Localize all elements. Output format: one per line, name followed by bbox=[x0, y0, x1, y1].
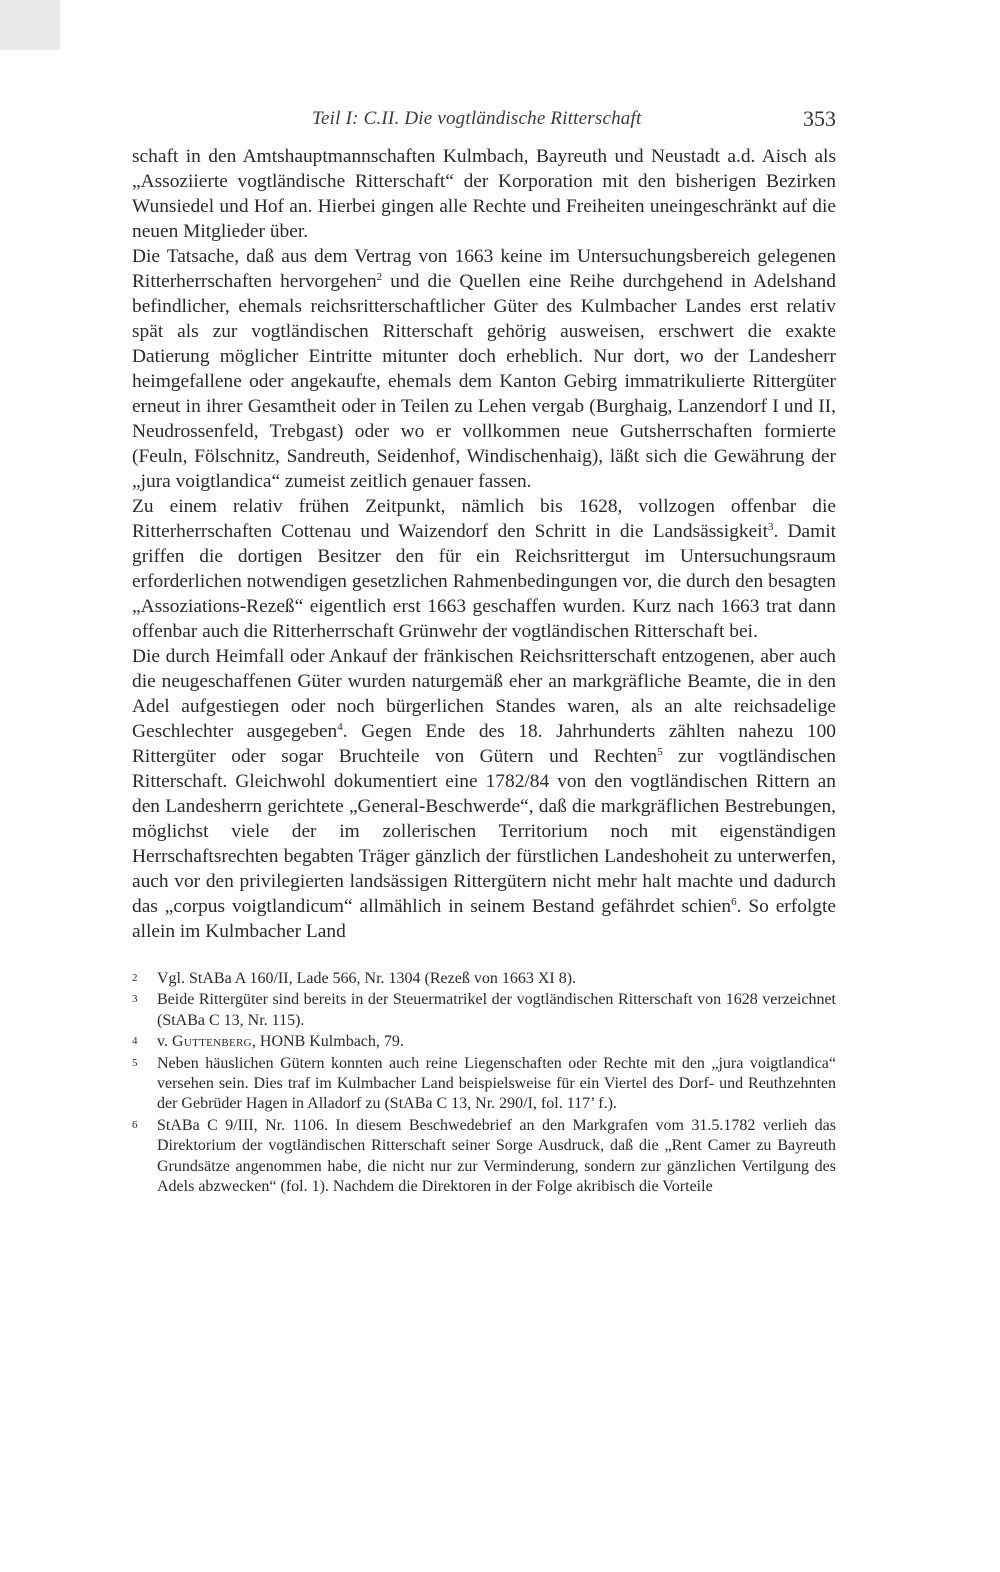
footnote-text bbox=[157, 990, 836, 1031]
text-run: v. bbox=[157, 1033, 172, 1051]
text-run: Neben häuslichen Gütern konnten auch reine Liegenschaften oder Rechte mit den „jura voigtlandica“ versehen sein. Dies traf im Kulmbacher Land beispielsweise für ein Viertel des Dorf- und Reuthzehnten der Gebrüder Hagen in Alladorf zu (StABa C 13, Nr. 290/I, fol. 117’ f.). bbox=[157, 1054, 836, 1113]
body-text bbox=[132, 144, 836, 944]
body-paragraph bbox=[132, 244, 836, 494]
footnote bbox=[132, 969, 836, 989]
footnotes bbox=[132, 969, 836, 1197]
running-header bbox=[132, 100, 836, 144]
scan-edge-shade bbox=[0, 0, 60, 50]
footnote-marker: 4 bbox=[337, 721, 343, 733]
footnote-number: 4 bbox=[132, 1035, 138, 1048]
text-run: Die durch Heimfall oder Ankauf der fränkischen Reichsritterschaft entzogenen, aber auch die neugeschaffenen Güter wurden naturgemäß eher an markgräfliche Beamte, die in den Adel aufgestiegen oder noch bürgerlichen Standes waren, als an alte reichsadelige Geschlechter ausgegeben bbox=[132, 646, 836, 742]
footnote-text bbox=[157, 1032, 836, 1052]
footnote-number: 3 bbox=[132, 993, 138, 1006]
footnote bbox=[132, 990, 836, 1031]
footnote-number: 2 bbox=[132, 972, 138, 984]
footnote-number: 6 bbox=[132, 1118, 138, 1131]
text-run: zur vogtländischen Ritterschaft. Gleichwohl dokumentiert eine 1782/84 von den vogtländischen Rittern an den Landesherrn gerichtete „General-Beschwerde“, daß die markgräflichen Bestrebungen, möglichst viele der im zollerischen Territorium noch mit eigenständigen Herrschaftsrechten begabten Träger gänzlich der fürstlichen Landeshoheit zu unterwerfen, auch vor den privilegierten landsässigen Rittergütern nicht mehr halt machte und dadurch das „corpus voigtlandicum“ allmählich in seinem Bestand gefährdet schien bbox=[132, 746, 836, 917]
body-paragraph bbox=[132, 144, 836, 244]
book-page bbox=[132, 100, 836, 1198]
author-name: Guttenberg bbox=[171, 1033, 252, 1051]
footnote-text bbox=[157, 1116, 836, 1198]
text-run: schaft in den Amtshauptmannschaften Kulmbach, Bayreuth und Neustadt a.d. Aisch als „Assoziierte vogtländische Ritterschaft“ der Korporation mit den bisherigen Bezirken Wunsiedel und Hof an. Hierbei gingen alle Rechte und Freiheiten uneingeschränkt auf die neuen Mitglieder über. bbox=[132, 146, 836, 242]
page-number: 353 bbox=[803, 106, 836, 131]
footnote-marker: 5 bbox=[657, 746, 663, 758]
text-run: . So erfolgte allein im Kulmbacher Land bbox=[132, 896, 836, 942]
footnote bbox=[132, 1116, 836, 1198]
text-run: . Gegen Ende des 18. Jahrhunderts zählten nahezu 100 Rittergüter oder sogar Bruchteile von Gütern und Rechten bbox=[132, 721, 836, 767]
running-title: Teil I: C.II. Die vogtländische Ritterschaft bbox=[312, 108, 642, 129]
body-paragraph bbox=[132, 644, 836, 944]
footnote bbox=[132, 1054, 836, 1115]
footnote-marker: 2 bbox=[376, 271, 383, 283]
footnote-number: 5 bbox=[132, 1056, 138, 1069]
text-run: Beide Rittergüter sind bereits in der Steuermatrikel der vogtländischen Ritterschaft von 1628 verzeichnet (StABa C 13, Nr. 115). bbox=[157, 991, 836, 1029]
text-run: und die Quellen eine Reihe durchgehend in Adelshand befindlicher, ehemals reichsritterschaftlicher Güter des Kulmbacher Landes erst relativ spät als zur vogtländischen Ritterschaft gehörig ausweisen, erschwert die exakte Datierung möglicher Eintritte mitunter doch erheblich. Nur dort, wo der Landesherr heimgefallene oder angekaufte, ehemals dem Kanton Gebirg immatrikulierte Rittergüter erneut in ihrer Gesamtheit oder in Teilen zu Lehen vergab (Burghaig, Lanzendorf I und II, Neudrossenfeld, Trebgast) oder wo er vollkommen neue Gutsherrschaften formierte (Feuln, Fölschnitz, Sandreuth, Seidenhof, Windischenhaig), läßt sich die Gewährung der „jura voigtlandica“ zumeist zeitlich genauer fassen. bbox=[132, 271, 836, 492]
footnote-text bbox=[157, 1054, 836, 1115]
footnote-marker: 6 bbox=[731, 896, 737, 908]
footnote-text bbox=[157, 969, 836, 989]
footnote bbox=[132, 1032, 836, 1052]
text-run: Vgl. StABa A 160/II, Lade 566, Nr. 1304 (Rezeß von 1663 XI 8). bbox=[157, 970, 577, 987]
text-run: Zu einem relativ frühen Zeitpunkt, nämlich bis 1628, vollzogen offenbar die Ritterherrschaften Cottenau und Waizendorf den Schritt in die Landsässigkeit bbox=[132, 496, 836, 542]
text-run: , HONB Kulmbach, 79. bbox=[251, 1033, 404, 1051]
text-run: . Damit griffen die dortigen Besitzer den für ein Reichsrittergut im Untersuchungsraum erforderlichen notwendigen gesetzlichen Rahmenbedingungen vor, die durch den besagten „Assoziations-Rezeß“ eigentlich erst 1663 geschaffen wurden. Kurz nach 1663 trat dann offenbar auch die Ritterherrschaft Grünwehr der vogtländischen Ritterschaft bei. bbox=[132, 521, 836, 642]
text-run: Die Tatsache, daß aus dem Vertrag von 1663 keine im Untersuchungsbereich gelegenen Ritterherrschaften hervorgehen bbox=[132, 246, 836, 292]
footnote-marker: 3 bbox=[767, 521, 774, 533]
body-paragraph bbox=[132, 494, 836, 644]
text-run: StABa C 9/III, Nr. 1106. In diesem Beschwedebrief an den Markgrafen vom 31.5.1782 verlieh das Direktorium der vogtländischen Ritterschaft seiner Sorge Ausdruck, daß die „Rent Camer zu Bayreuth Grundsätze angenommen habe, die nicht nur zur Verminderung, sondern zur gänzlichen Vertilgung des Adels abzwecken“ (fol. 1). Nachdem die Direktoren in der Folge akribisch die Vorteile bbox=[157, 1116, 836, 1196]
